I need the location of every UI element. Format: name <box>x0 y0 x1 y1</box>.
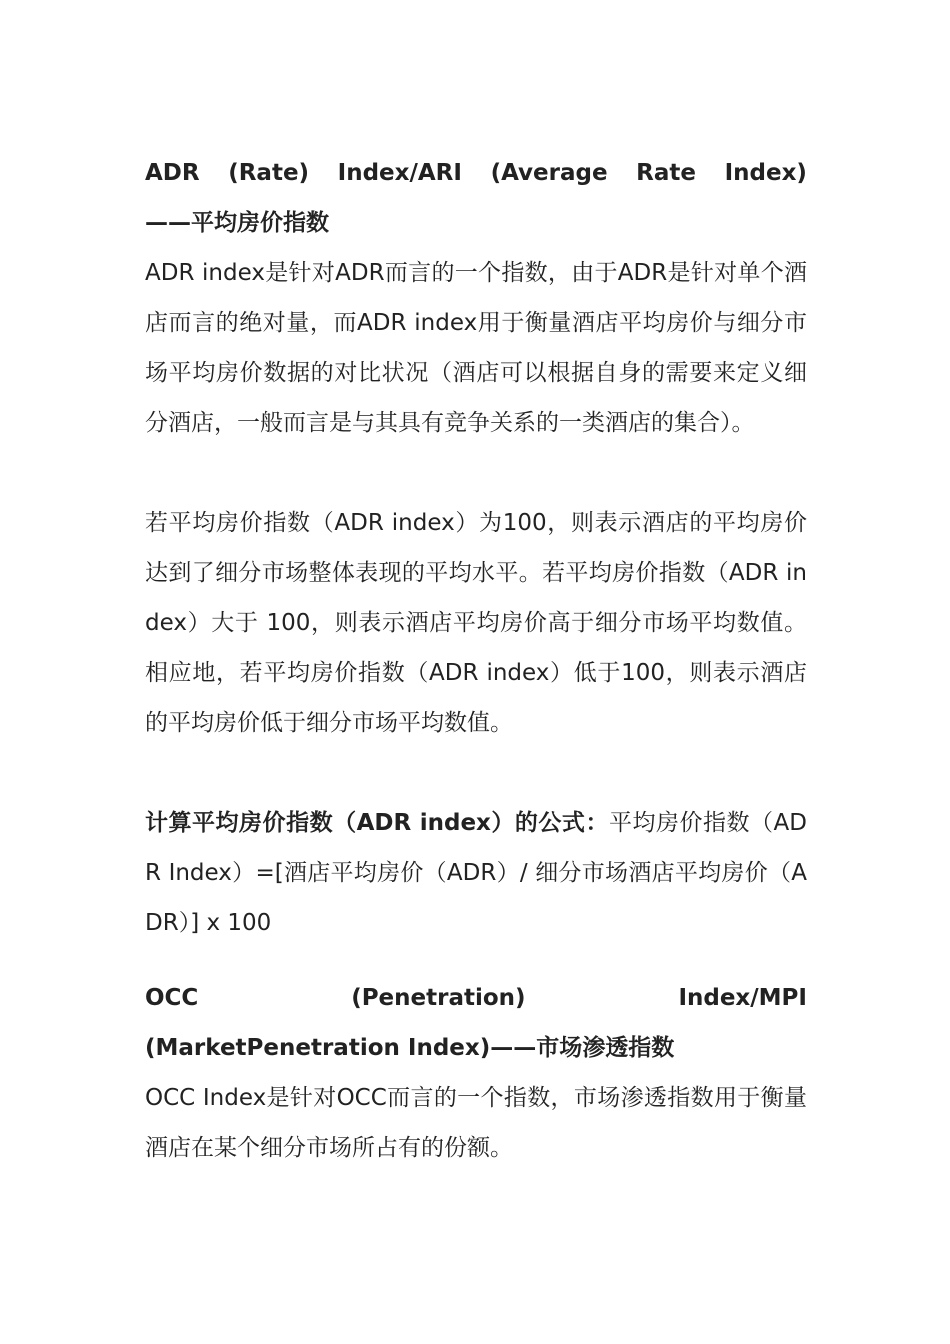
adr-intro-paragraph: ADR index是针对ADR而言的一个指数，由于ADR是针对单个酒店而言的绝对量，而ADR index用于衡量酒店平均房价与细分市场平均房价数据的对比状况（酒店可以根据自身的需要来定义细分酒店，一般而言是与其具有竞争关系的一类酒店的集合）。 <box>145 260 807 436</box>
adr-heading-word: (Rate) <box>228 160 310 186</box>
adr-heading-word: (Average <box>490 160 608 186</box>
spacer <box>145 448 807 498</box>
occ-heading-line1 <box>145 973 807 1023</box>
adr-heading-word: Rate <box>636 160 696 186</box>
document-page <box>145 148 807 1173</box>
occ-heading-word: OCC <box>145 985 199 1011</box>
spacer <box>145 748 807 798</box>
adr-heading-line1 <box>145 148 807 198</box>
adr-heading-line2: ——平均房价指数 <box>145 210 329 236</box>
adr-heading-word: Index) <box>724 160 807 186</box>
adr-explanation-paragraph: 若平均房价指数（ADR index）为100，则表示酒店的平均房价达到了细分市场整体表现的平均水平。若平均房价指数（ADR index）大于 100，则表示酒店平均房价高于细分市场平均数值。 相应地，若平均房价指数（ADR index）低于100，则表示酒店的平均房价低于细分市场平均数值。 <box>145 510 807 736</box>
occ-intro-paragraph: OCC Index是针对OCC而言的一个指数，市场渗透指数用于衡量酒店在某个细分市场所占有的份额。 <box>145 1085 807 1161</box>
adr-formula-paragraph <box>145 798 807 948</box>
occ-heading-word: (Penetration) <box>351 985 526 1011</box>
formula-label: 计算平均房价指数（ADR index）的公式： <box>145 810 609 836</box>
adr-heading-word: ADR <box>145 160 200 186</box>
spacer <box>145 948 807 973</box>
adr-heading-word: Index/ARI <box>337 160 462 186</box>
formula-body: 平均房价指数（ADR Index）=[酒店平均房价（ADR）/ 细分市场酒店平均房价（ADR）] x 100 <box>145 810 807 936</box>
occ-heading-line2: (MarketPenetration Index)——市场渗透指数 <box>145 1035 675 1061</box>
occ-heading-word: Index/MPI <box>678 985 807 1011</box>
